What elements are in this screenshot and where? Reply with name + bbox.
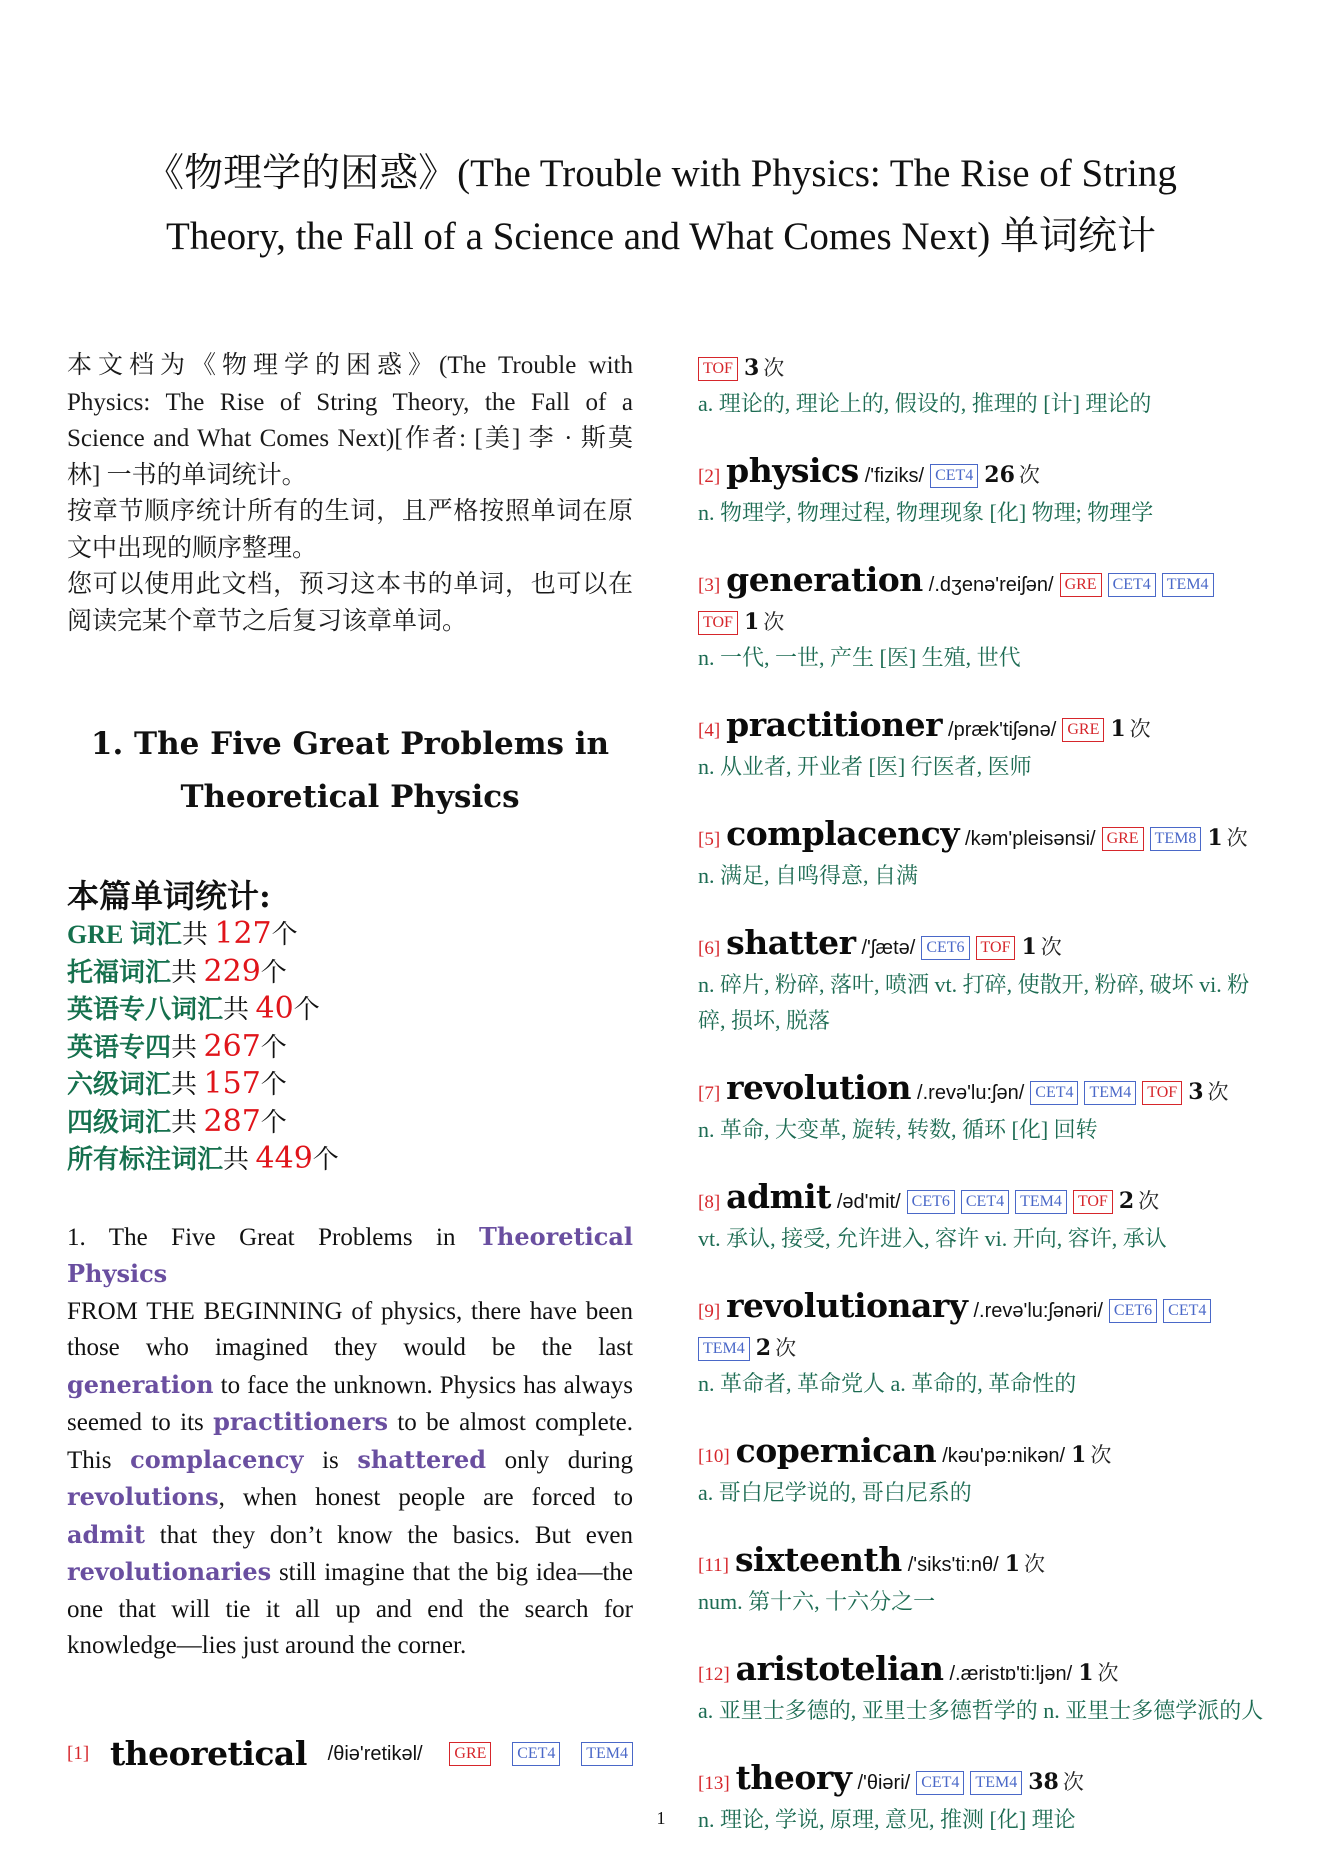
stat-tem8 <box>67 991 633 1029</box>
stat-label: 六级词汇 <box>67 1070 172 1099</box>
entry-definition: n. 革命, 大变革, 旋转, 转数, 循环 [化] 回转 <box>698 1117 1098 1142</box>
stat-gre <box>67 916 633 954</box>
count-unit: 次 <box>763 356 785 380</box>
stat-count: 157 <box>203 1066 261 1101</box>
stat-count: 40 <box>255 991 294 1026</box>
highlighted-word: practitioners <box>213 1407 388 1436</box>
tag-cet4: CET4 <box>1108 573 1156 597</box>
entry-word: complacency <box>726 814 960 853</box>
stat-gong: 共 <box>223 1145 250 1174</box>
entry-phonetic: /.revə'lu:ʃənəri/ <box>973 1300 1103 1322</box>
entry-definition: a. 亚里士多德的, 亚里士多德哲学的 n. 亚里士多德学派的人 <box>698 1698 1264 1723</box>
vocab-entry-5 <box>698 816 1266 894</box>
count-unit: 次 <box>1040 935 1062 959</box>
stat-all <box>67 1141 633 1179</box>
tag-tem4: TEM4 <box>1015 1190 1067 1214</box>
entry-index: [13] <box>698 1773 730 1794</box>
chapter-heading <box>67 718 633 824</box>
passage-text: is <box>303 1446 358 1474</box>
stat-unit: 个 <box>260 957 287 987</box>
entry-count: 1 <box>1110 716 1126 742</box>
entry-phonetic: /.dʒenə'reiʃən/ <box>928 574 1054 596</box>
entry-word: generation <box>726 560 923 599</box>
entry-definition: n. 革命者, 革命党人 a. 革命的, 革命性的 <box>698 1371 1077 1396</box>
entry-phonetic: /.æristɒ'ti:ljən/ <box>949 1663 1073 1685</box>
tag-tof: TOF <box>976 936 1016 960</box>
stat-cet4 <box>67 1104 633 1142</box>
intro-paragraph-1: 本文档为《物理学的困惑》(The Trouble with Physics: The Rise of String Theory, the Fall of a Science and What Comes Next)[作者: [美] 李 · 斯莫林] 一书的单词统计。 <box>67 352 633 489</box>
entry-count: 38 <box>1028 1769 1059 1795</box>
stat-label: 托福词汇 <box>67 957 172 987</box>
vocab-entry-6 <box>698 925 1266 1039</box>
count-unit: 次 <box>763 610 785 634</box>
entry-word: shatter <box>726 923 856 962</box>
entry-count: 1 <box>1078 1660 1094 1686</box>
stat-label: 英语专四 <box>67 1032 172 1062</box>
stat-unit: 个 <box>293 995 320 1024</box>
tag-tem4: TEM4 <box>698 1337 750 1361</box>
entry-index: [12] <box>698 1664 730 1685</box>
entry-count: 1 <box>1021 934 1037 960</box>
highlighted-word: admit <box>67 1519 145 1549</box>
tag-cet4: CET4 <box>930 464 978 488</box>
count-unit: 次 <box>1024 1552 1046 1576</box>
entry-phonetic: /.revə'lu:ʃən/ <box>917 1082 1025 1104</box>
entry-definition: n. 理论, 学说, 原理, 意见, 推测 [化] 理论 <box>698 1807 1076 1832</box>
chapter-heading-line-2: Theoretical Physics <box>180 779 520 815</box>
vocab-entry-4 <box>698 707 1266 785</box>
entry-word: practitioner <box>726 705 943 744</box>
vocab-entry-1-cont <box>698 350 1266 422</box>
tag-cet6: CET6 <box>907 1190 955 1214</box>
entry-word: physics <box>726 451 859 490</box>
entry-index: [8] <box>698 1192 721 1213</box>
entry-phonetic: /kəu'pə:nikən/ <box>942 1445 1066 1467</box>
stat-label: GRE 词汇 <box>67 920 182 949</box>
vocab-entry-10 <box>698 1433 1266 1511</box>
vocab-entry-7 <box>698 1070 1266 1148</box>
entry-count: 1 <box>1004 1551 1021 1577</box>
passage-text: that they don’t know the basics. But even <box>144 1521 633 1549</box>
title-line-2: Theory, the Fall of a Science and What Comes Next) 单词统计 <box>166 215 1156 258</box>
entry-phonetic: /'θiəri/ <box>857 1772 911 1794</box>
entry-word: revolution <box>726 1068 912 1107</box>
stat-count: 287 <box>203 1103 261 1139</box>
stat-unit: 个 <box>260 1032 287 1062</box>
entry-word: theory <box>735 1758 852 1797</box>
tag-gre: GRE <box>1102 827 1144 851</box>
entry-index: [10] <box>698 1446 730 1467</box>
chapter-heading-line-1: 1. The Five Great Problems in <box>90 726 610 762</box>
entry-phonetic: /præk'tiʃənə/ <box>948 719 1057 741</box>
stat-label: 四级词汇 <box>67 1107 172 1137</box>
intro-section <box>67 348 633 640</box>
stat-count: 267 <box>203 1028 261 1064</box>
document-title <box>60 142 1262 268</box>
stat-gong: 共 <box>171 1070 198 1099</box>
count-unit: 次 <box>1018 463 1040 487</box>
entry-definition: n. 碎片, 粉碎, 落叶, 喷洒 vt. 打碎, 使散开, 粉碎, 破坏 vi. 粉碎, 损坏, 脱落 <box>698 972 1250 1033</box>
highlighted-word: Theoretical Physics <box>67 1221 633 1288</box>
entry-word: admit <box>726 1177 831 1216</box>
entry-index: [11] <box>698 1555 729 1576</box>
stat-label: 英语专八词汇 <box>67 995 224 1024</box>
tag-tof: TOF <box>698 611 738 635</box>
entry-word: sixteenth <box>734 1540 902 1579</box>
word-stats <box>67 876 633 1179</box>
entry-phonetic: /əd'mit/ <box>836 1191 901 1213</box>
stat-unit: 个 <box>312 1145 339 1174</box>
stat-unit: 个 <box>260 1070 287 1099</box>
vocab-entry-8 <box>698 1179 1266 1257</box>
tag-tem4: TEM4 <box>1162 573 1214 597</box>
entry-index: [2] <box>698 466 721 487</box>
vocab-entry-9 <box>698 1288 1266 1402</box>
vocab-entry-2 <box>698 453 1266 531</box>
entry-definition: a. 哥白尼学说的, 哥白尼系的 <box>698 1480 972 1505</box>
highlighted-word: shattered <box>357 1444 487 1474</box>
passage-text: 1. The Five Great Problems in <box>67 1223 480 1251</box>
count-unit: 次 <box>1129 717 1151 741</box>
tag-tof: TOF <box>1073 1190 1113 1214</box>
entry-count: 26 <box>984 462 1015 488</box>
passage-text: still imagine that the big idea—the one that will tie it all up and end the search for knowledge—lies just around the corner. <box>67 1559 633 1659</box>
tag-cet6: CET6 <box>1109 1299 1157 1323</box>
tag-cet4: CET4 <box>1030 1081 1078 1105</box>
entry-phonetic: /'siks'ti:nθ/ <box>907 1554 999 1576</box>
tag-tof: TOF <box>698 357 738 381</box>
stat-unit: 个 <box>260 1107 287 1137</box>
entry-index: [7] <box>698 1083 721 1104</box>
tag-cet4: CET4 <box>1163 1299 1211 1323</box>
stat-gong: 共 <box>171 957 198 987</box>
count-unit: 次 <box>1097 1661 1119 1685</box>
entry-word: aristotelian <box>735 1649 944 1688</box>
entry-word: revolutionary <box>726 1286 968 1325</box>
stat-gong: 共 <box>181 920 208 949</box>
vocab-entry-1-head <box>67 1736 633 1772</box>
entry-index: [4] <box>698 720 721 741</box>
passage-text: to be almost complete. This <box>67 1409 634 1474</box>
stat-count: 127 <box>214 916 272 951</box>
stat-label: 所有标注词汇 <box>67 1145 224 1174</box>
stat-cet6 <box>67 1066 633 1104</box>
entry-definition: n. 物理学, 物理过程, 物理现象 [化] 物理; 物理学 <box>698 500 1154 525</box>
left-column <box>67 348 633 1665</box>
stat-tem4 <box>67 1029 633 1067</box>
source-passage <box>67 1219 633 1665</box>
entry-count: 1 <box>743 609 760 635</box>
passage-text: , when honest people are forced to <box>218 1484 633 1511</box>
stat-gong: 共 <box>171 1032 198 1062</box>
entry-index: [9] <box>698 1301 721 1322</box>
passage-text: only during <box>486 1446 633 1474</box>
vocab-entry-12 <box>698 1651 1266 1729</box>
stat-toefl <box>67 954 633 992</box>
stats-title: 本篇单词统计: <box>67 877 271 915</box>
entry-phonetic: /'ʃætə/ <box>861 937 916 959</box>
entry-word: theoretical <box>109 1734 307 1773</box>
title-line-1: 《物理学的困惑》(The Trouble with Physics: The Rise of String <box>145 152 1177 195</box>
count-unit: 次 <box>1226 826 1248 850</box>
vocab-entry-3 <box>698 562 1266 676</box>
stat-unit: 个 <box>271 920 298 949</box>
highlighted-word: complacency <box>130 1444 304 1474</box>
highlighted-word: revolutions <box>67 1482 219 1511</box>
stat-gong: 共 <box>223 995 250 1024</box>
count-unit: 次 <box>1062 1770 1084 1794</box>
entry-phonetic: /'fiziks/ <box>864 465 925 487</box>
entry-definition: n. 满足, 自鸣得意, 自满 <box>698 863 919 888</box>
entry-definition: a. 理论的, 理论上的, 假设的, 推理的 [计] 理论的 <box>698 391 1152 416</box>
count-unit: 次 <box>1207 1080 1229 1104</box>
intro-paragraph-3: 您可以使用此文档，预习这本书的单词，也可以在阅读完某个章节之后复习该章单词。 <box>67 571 633 635</box>
intro-paragraph-2: 按章节顺序统计所有的生词，且严格按照单词在原文中出现的顺序整理。 <box>67 498 633 562</box>
tag-tem4: TEM4 <box>581 1742 633 1766</box>
entry-definition: num. 第十六, 十六分之一 <box>698 1589 936 1614</box>
entry-definition: vt. 承认, 接受, 允许进入, 容许 vi. 开向, 容许, 承认 <box>698 1226 1167 1251</box>
tag-gre: GRE <box>449 1742 491 1766</box>
tag-tem8: TEM8 <box>1150 827 1202 851</box>
entry-word: copernican <box>735 1431 937 1470</box>
entry-index: [5] <box>698 829 721 850</box>
tag-cet4: CET4 <box>512 1742 560 1766</box>
entry-count: 3 <box>1188 1079 1204 1105</box>
tag-tem4: TEM4 <box>970 1771 1022 1795</box>
tag-cet4: CET4 <box>961 1190 1009 1214</box>
stat-count: 449 <box>255 1141 313 1176</box>
entry-count: 1 <box>1207 825 1223 851</box>
vocab-entry-11 <box>698 1542 1266 1620</box>
entry-count: 2 <box>755 1335 772 1361</box>
tag-tof: TOF <box>1142 1081 1182 1105</box>
tag-gre: GRE <box>1062 718 1104 742</box>
page-number: 1 <box>656 1808 666 1828</box>
stat-count: 229 <box>203 953 261 989</box>
tag-cet6: CET6 <box>921 936 969 960</box>
tag-gre: GRE <box>1060 573 1102 597</box>
highlighted-word: generation <box>67 1369 214 1399</box>
entry-count: 3 <box>743 355 760 381</box>
count-unit: 次 <box>775 1336 797 1360</box>
entry-count: 2 <box>1118 1188 1135 1214</box>
tag-cet4: CET4 <box>916 1771 964 1795</box>
highlighted-word: revolutionaries <box>67 1557 272 1586</box>
entry-index: [6] <box>698 938 721 959</box>
tag-tem4: TEM4 <box>1084 1081 1136 1105</box>
entry-definition: n. 从业者, 开业者 [医] 行医者, 医师 <box>698 754 1032 779</box>
entry-phonetic: /kəm'pleisənsi/ <box>965 828 1096 850</box>
entry-phonetic: /θiə'retikəl/ <box>327 1743 423 1765</box>
stat-gong: 共 <box>171 1107 198 1137</box>
entry-index: [3] <box>698 575 721 596</box>
count-unit: 次 <box>1138 1189 1160 1213</box>
passage-text: FROM THE BEGINNING of physics, there have been those who imagined they would be the last <box>67 1297 633 1361</box>
entry-index: [1] <box>67 1743 90 1764</box>
right-column <box>698 350 1266 1869</box>
count-unit: 次 <box>1090 1443 1112 1467</box>
passage-text: to face the unknown. Physics has always seemed to its <box>67 1371 633 1436</box>
entry-definition: n. 一代, 一世, 产生 [医] 生殖, 世代 <box>698 645 1021 670</box>
entry-count: 1 <box>1071 1442 1087 1468</box>
